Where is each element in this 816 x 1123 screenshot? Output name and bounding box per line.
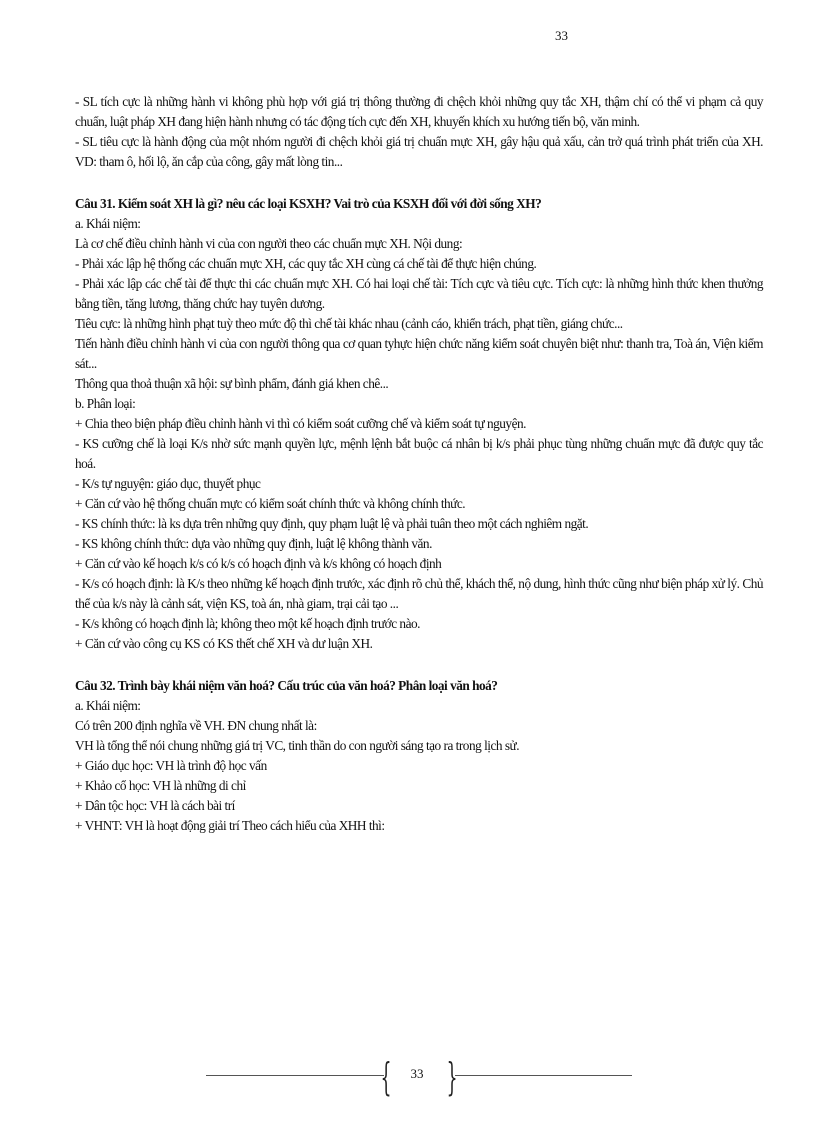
paragraph: VH là tổng thể nói chung những giá trị VC, tinh thần do con người sáng tạo ra trong lịch sử. bbox=[75, 738, 520, 753]
paragraph: Tiến hành điều chỉnh hành vi của con người thông qua cơ quan tyhực hiện chức năng kiểm soát chuyên biệt như: thanh tra, Toà án, Viện kiểm sát... bbox=[75, 336, 763, 371]
paragraph: + Dân tộc học: VH là cách bài trí bbox=[75, 798, 235, 813]
section-heading: Câu 32. Trình bày khái niệm văn hoá? Cấu trúc của văn hoá? Phân loại văn hoá? bbox=[75, 678, 498, 693]
paragraph: - Phải xác lập hệ thống các chuẩn mực XH, các quy tắc XH cùng cá chế tài để thực hiện chúng. bbox=[75, 256, 537, 271]
paragraph: - SL tiêu cực là hành động của một nhóm người đi chệch khỏi giá trị chuẩn mực XH, gây hậu quả xấu, cản trở quá trình phát triển của XH. VD: tham ô, hối lộ, ăn cắp của công, gây mất lòng tin... bbox=[75, 134, 763, 169]
paragraph: Có trên 200 định nghĩa về VH. ĐN chung nhất là: bbox=[75, 718, 317, 733]
paragraph: a. Khái niệm: bbox=[75, 698, 141, 713]
paragraph: a. Khái niệm: bbox=[75, 216, 141, 231]
paragraph: Tiêu cực: là những hình phạt tuỳ theo mức độ thì chế tài khác nhau (cảnh cáo, khiển trách, phạt tiền, giáng chức... bbox=[75, 316, 623, 331]
paragraph: + VHNT: VH là hoạt động giải trí Theo cách hiểu của XHH thì: bbox=[75, 818, 385, 833]
page-number-top: 33 bbox=[555, 28, 568, 43]
right-brace-icon: } bbox=[446, 1055, 458, 1099]
paragraph: + Giáo dục học: VH là trình độ học vấn bbox=[75, 758, 267, 773]
paragraph: Thông qua thoả thuận xã hội: sự bình phẩm, đánh giá khen chê... bbox=[75, 376, 389, 391]
footer-rule-right bbox=[455, 1075, 632, 1076]
page-number-bottom: 33 bbox=[410, 1066, 424, 1081]
paragraph: - K/s có hoạch định: là K/s theo những kế hoạch định trước, xác định rõ chủ thể, khách thể, nộ dung, hình thức cũng như biện pháp xử lý. Chủ thể của k/s này là cảnh sát, viện KS, toà án, nhà giam, trại cải tạo ... bbox=[75, 576, 763, 611]
paragraph: + Chia theo biện pháp điều chỉnh hành vi thì có kiểm soát cưỡng chế và kiểm soát tự nguyện. bbox=[75, 416, 526, 431]
document-body bbox=[75, 92, 763, 836]
paragraph: + Căn cứ vào kế hoạch k/s có k/s có hoạch định và k/s không có hoạch định bbox=[75, 556, 442, 571]
paragraph: - KS chính thức: là ks dựa trên những quy định, quy phạm luật lệ và phải tuân theo một cách nghiêm ngặt. bbox=[75, 516, 589, 531]
paragraph: + Khảo cổ học: VH là những di chỉ bbox=[75, 778, 246, 793]
paragraph: - K/s không có hoạch định là; không theo một kế hoạch định trước nào. bbox=[75, 616, 420, 631]
paragraph: - SL tích cực là những hành vi không phù hợp với giá trị thông thường đi chệch khỏi những quy tắc XH, thậm chí có thể vi phạm cả quy chuẩn, luật pháp XH đang hiện hành nhưng có tác động tích cực đến XH, khuyến khích xu hướng tiến bộ, văn minh. bbox=[75, 94, 763, 129]
paragraph: - K/s tự nguyện: giáo dục, thuyết phục bbox=[75, 476, 261, 491]
section-heading: Câu 31. Kiểm soát XH là gì? nêu các loại KSXH? Vai trò của KSXH đối với đời sống XH? bbox=[75, 196, 542, 211]
paragraph: - KS không chính thức: dựa vào những quy định, luật lệ không thành văn. bbox=[75, 536, 432, 551]
paragraph: b. Phân loại: bbox=[75, 396, 136, 411]
paragraph: Là cơ chế điều chỉnh hành vi của con người theo các chuẩn mực XH. Nội dung: bbox=[75, 236, 463, 251]
paragraph: - Phải xác lập các chế tài để thực thi các chuẩn mực XH. Có hai loại chế tài: Tích cực và tiêu cực. Tích cực: là những hình thức khen thưởng bằng tiền, tăng lương, thăng chức hay tuyên dương. bbox=[75, 276, 763, 311]
page-footer bbox=[0, 1055, 816, 1100]
footer-rule-left bbox=[206, 1075, 384, 1076]
left-brace-icon: { bbox=[380, 1055, 392, 1099]
paragraph: + Căn cứ vào hệ thống chuẩn mực có kiểm soát chính thức và không chính thức. bbox=[75, 496, 466, 511]
paragraph: + Căn cứ vào công cụ KS có KS thết chế XH và dư luận XH. bbox=[75, 636, 373, 651]
paragraph: - KS cưỡng chế là loại K/s nhờ sức mạnh quyền lực, mệnh lệnh bắt buộc cá nhân bị k/s phải phục tùng những chuẩn mực đã được quy tắc hoá. bbox=[75, 436, 763, 471]
